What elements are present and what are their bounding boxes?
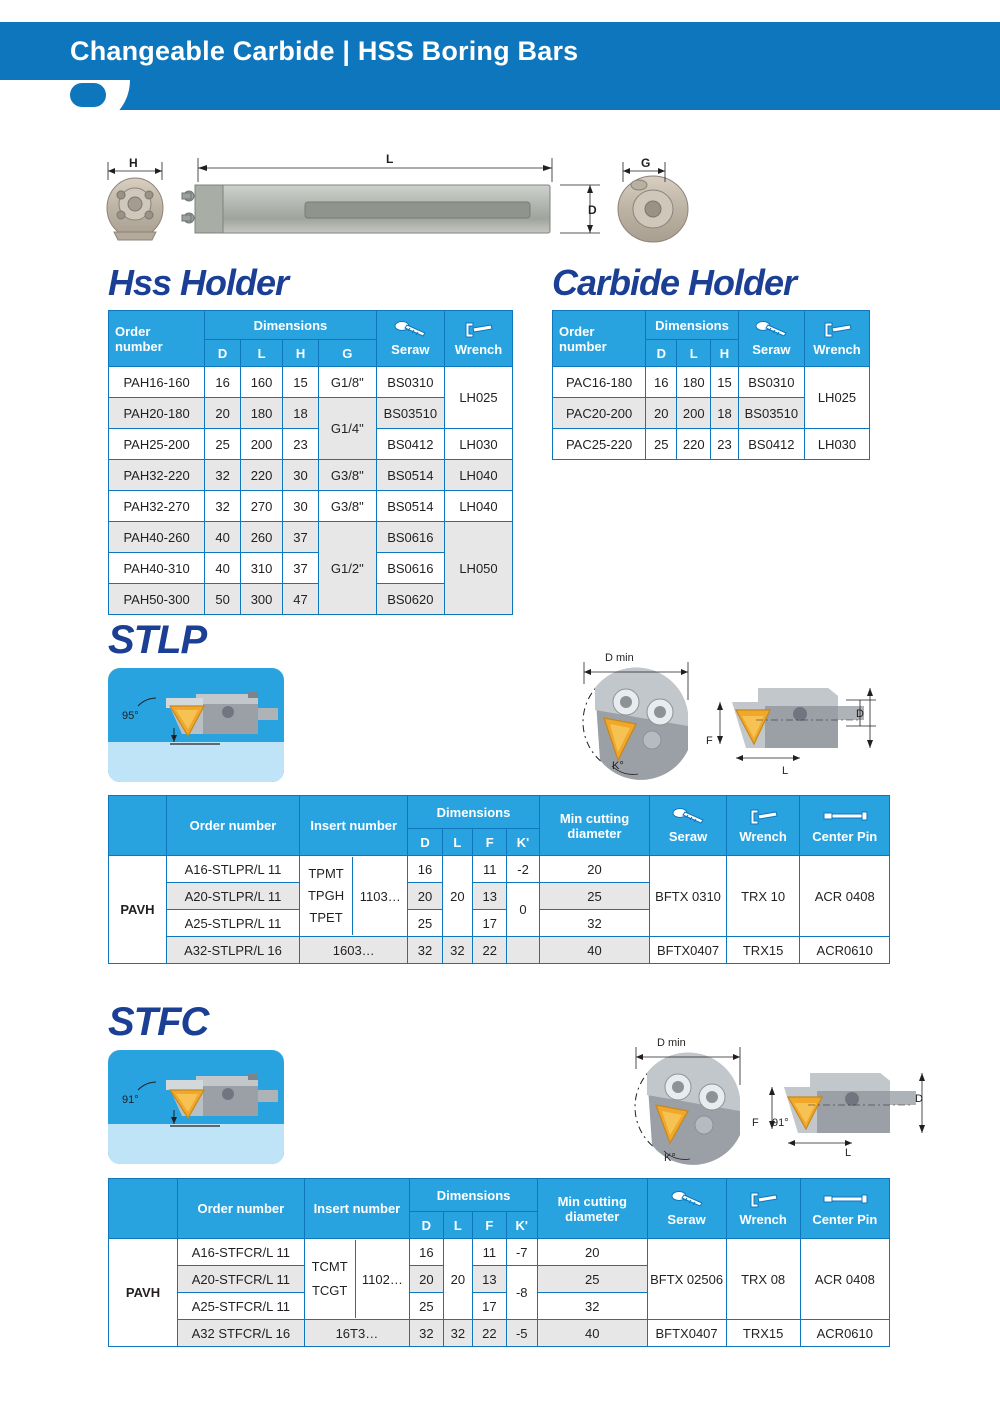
- hss-order: PAH50-300: [109, 584, 205, 615]
- stlp-col-l: L: [442, 829, 472, 856]
- carbide-seraw-label: Seraw: [752, 342, 791, 357]
- stlp-series-label: PAVH: [109, 856, 167, 964]
- stfc-col-l: L: [443, 1212, 473, 1239]
- hss-h: 47: [283, 584, 319, 615]
- table-row: [109, 1320, 890, 1347]
- hss-order: PAH40-260: [109, 522, 205, 553]
- stfc-min: 20: [537, 1239, 647, 1266]
- table-row: [109, 367, 513, 398]
- hss-l: 260: [241, 522, 283, 553]
- carbide-d: 16: [646, 367, 677, 398]
- header-notch: [0, 80, 130, 128]
- carbide-wrench: LH030: [804, 429, 869, 460]
- hss-l: 200: [241, 429, 283, 460]
- carbide-col-l: L: [677, 340, 711, 367]
- stfc-seraw-last: BFTX0407: [647, 1320, 726, 1347]
- stfc-wrench: TRX 08: [726, 1239, 800, 1320]
- center-pin-icon: [801, 1190, 889, 1212]
- stfc-col-wrench: [726, 1179, 800, 1239]
- stfc-dim-l: L: [845, 1147, 852, 1159]
- wrench-icon: [805, 320, 869, 342]
- hss-d: 50: [205, 584, 241, 615]
- hss-d: 40: [205, 553, 241, 584]
- stlp-kp: -2: [507, 856, 539, 883]
- stlp-dim-d: D: [856, 708, 864, 720]
- stlp-col-series: [109, 796, 167, 856]
- carbide-col-wrench: [804, 311, 869, 367]
- table-row: [109, 1239, 890, 1266]
- screw-icon: [650, 807, 725, 829]
- hss-l: 160: [241, 367, 283, 398]
- hss-d: 20: [205, 398, 241, 429]
- hss-h: 30: [283, 460, 319, 491]
- stlp-wrench-last: TRX15: [726, 937, 800, 964]
- stfc-d: 32: [410, 1320, 443, 1347]
- hss-l: 220: [241, 460, 283, 491]
- stfc-col-centerpin: [800, 1179, 889, 1239]
- stfc-f: 22: [473, 1320, 506, 1347]
- stlp-col-insert: Insert number: [300, 796, 408, 856]
- stlp-d: 25: [408, 910, 442, 937]
- stfc-wrench-label: Wrench: [739, 1212, 787, 1227]
- stfc-f: 17: [473, 1293, 506, 1320]
- stfc-insert-code: 1102…: [361, 1271, 403, 1287]
- stlp-col-seraw: [650, 796, 726, 856]
- hss-col-l: L: [241, 340, 283, 367]
- hss-seraw: BS0514: [376, 491, 444, 522]
- hss-seraw: BS0616: [376, 522, 444, 553]
- hss-order: PAH25-200: [109, 429, 205, 460]
- stlp-d: 20: [408, 883, 442, 910]
- stlp-insert-types: [300, 856, 408, 937]
- stlp-f: 13: [473, 883, 507, 910]
- hss-l: 270: [241, 491, 283, 522]
- hss-col-dimensions: Dimensions: [205, 311, 377, 340]
- hss-d: 32: [205, 460, 241, 491]
- stlp-order: A32-STLPR/L 16: [166, 937, 299, 964]
- stlp-kp: 0: [507, 883, 539, 937]
- wrench-icon: [445, 320, 512, 342]
- stlp-insert-code-2: 1603…: [300, 937, 408, 964]
- wrench-icon: [727, 807, 800, 829]
- hss-wrench: LH030: [444, 429, 512, 460]
- hss-col-d: D: [205, 340, 241, 367]
- hss-h: 30: [283, 491, 319, 522]
- carbide-l: 200: [677, 398, 711, 429]
- stfc-col-insert: [304, 1179, 410, 1239]
- stfc-insert-1: TCGT: [311, 1283, 348, 1298]
- stlp-order: A20-STLPR/L 11: [166, 883, 299, 910]
- hss-h: 23: [283, 429, 319, 460]
- stlp-d: 16: [408, 856, 442, 883]
- stlp-wrench: TRX 10: [726, 856, 800, 937]
- stfc-wrench-last: TRX15: [726, 1320, 800, 1347]
- stfc-col-dimensions: Dimensions: [410, 1179, 538, 1212]
- hss-col-wrench: [444, 311, 512, 367]
- stlp-min: 25: [539, 883, 650, 910]
- hss-col-g: G: [318, 340, 376, 367]
- carbide-wrench-label: Wrench: [813, 342, 861, 357]
- stfc-insert-0: TCMT: [311, 1259, 348, 1274]
- carbide-seraw: BS0310: [738, 367, 804, 398]
- stlp-wrench-label: Wrench: [739, 829, 787, 844]
- stfc-insert-header-label: Insert number: [313, 1201, 401, 1216]
- stlp-thumbnail: [108, 668, 284, 782]
- stfc-col-d: D: [410, 1212, 443, 1239]
- screw-icon: [739, 320, 804, 342]
- stlp-col-wrench: [726, 796, 800, 856]
- table-row: [553, 367, 870, 398]
- stfc-insert-types: [304, 1239, 410, 1320]
- stfc-dim-d: D: [915, 1093, 923, 1105]
- stfc-order: A16-STFCR/L 11: [178, 1239, 305, 1266]
- carbide-col-h: H: [711, 340, 739, 367]
- carbide-col-seraw: [738, 311, 804, 367]
- stfc-col-kp: K': [506, 1212, 537, 1239]
- stfc-table: [108, 1178, 890, 1347]
- table-row: [109, 937, 890, 964]
- stfc-d: 20: [410, 1266, 443, 1293]
- dim-label-l: L: [386, 152, 394, 166]
- stlp-insert-2: TPET: [309, 910, 343, 925]
- hss-order: PAH16-160: [109, 367, 205, 398]
- carbide-seraw: BS03510: [738, 398, 804, 429]
- stlp-dim-f: F: [706, 735, 713, 747]
- dim-label-h: H: [129, 156, 138, 170]
- stlp-dim-k: K°: [612, 760, 624, 772]
- carbide-h: 23: [711, 429, 739, 460]
- hss-col-h: H: [283, 340, 319, 367]
- hss-g: G1/2": [318, 522, 376, 615]
- hss-seraw-label: Seraw: [391, 342, 430, 357]
- table-row: [109, 522, 513, 553]
- stlp-kp: [507, 937, 539, 964]
- stlp-l: 32: [442, 937, 472, 964]
- carbide-seraw: BS0412: [738, 429, 804, 460]
- page-header: [0, 0, 1000, 110]
- stlp-f: 11: [473, 856, 507, 883]
- stlp-insert-0: TPMT: [308, 866, 344, 881]
- stfc-min: 25: [537, 1266, 647, 1293]
- stlp-col-f: F: [473, 829, 507, 856]
- hss-g: G1/4": [318, 398, 376, 460]
- hss-g: G1/8": [318, 367, 376, 398]
- stfc-d: 16: [410, 1239, 443, 1266]
- stfc-dim-k: K°: [664, 1152, 676, 1164]
- hss-l: 310: [241, 553, 283, 584]
- table-row: [109, 460, 513, 491]
- carbide-h: 15: [711, 367, 739, 398]
- wrench-icon: [727, 1190, 800, 1212]
- stfc-col-seraw: [647, 1179, 726, 1239]
- stfc-col-order: Order number: [178, 1179, 305, 1239]
- stfc-col-mincut: Min cutting diameter: [537, 1179, 647, 1239]
- hss-holder-table: [108, 310, 513, 615]
- table-row: [553, 429, 870, 460]
- hss-d: 25: [205, 429, 241, 460]
- carbide-l: 220: [677, 429, 711, 460]
- hss-wrench: LH040: [444, 491, 512, 522]
- hss-seraw: BS0616: [376, 553, 444, 584]
- stlp-col-mincut: Min cutting diameter: [539, 796, 650, 856]
- hss-h: 15: [283, 367, 319, 398]
- hss-g: G3/8": [318, 460, 376, 491]
- stfc-l: 32: [443, 1320, 473, 1347]
- stfc-order: A20-STFCR/L 11: [178, 1266, 305, 1293]
- stfc-centerpin: ACR 0408: [800, 1239, 889, 1320]
- hss-d: 32: [205, 491, 241, 522]
- dim-label-g: G: [641, 156, 651, 170]
- table-row: [109, 491, 513, 522]
- stlp-seraw: BFTX 0310: [650, 856, 726, 937]
- page-title: Changeable Carbide | HSS Boring Bars: [70, 36, 579, 66]
- stfc-min: 40: [537, 1320, 647, 1347]
- hss-wrench: LH050: [444, 522, 512, 615]
- header-band-lower: [0, 80, 1000, 110]
- top-product-drawing: [90, 140, 710, 255]
- carbide-wrench: LH025: [804, 367, 869, 429]
- carbide-section-title: Carbide Holder: [552, 262, 797, 303]
- carbide-holder-table: [552, 310, 870, 460]
- hss-l: 180: [241, 398, 283, 429]
- stfc-thumbnail: [108, 1050, 284, 1164]
- hss-wrench: LH040: [444, 460, 512, 491]
- stfc-col-f: F: [473, 1212, 506, 1239]
- hss-order: PAH20-180: [109, 398, 205, 429]
- stlp-f: 22: [473, 937, 507, 964]
- carbide-h: 18: [711, 398, 739, 429]
- stfc-min: 32: [537, 1293, 647, 1320]
- center-pin-icon: [800, 807, 889, 829]
- carbide-d: 20: [646, 398, 677, 429]
- stfc-insert-code-2: 16T3…: [304, 1320, 410, 1347]
- hss-order: PAH32-220: [109, 460, 205, 491]
- stfc-seraw-label: Seraw: [667, 1212, 706, 1227]
- carbide-order: PAC25-220: [553, 429, 646, 460]
- stlp-min: 32: [539, 910, 650, 937]
- carbide-col-dimensions: Dimensions: [646, 311, 739, 340]
- stfc-dim-dmin: D min: [657, 1037, 686, 1049]
- stfc-kp: -8: [506, 1266, 537, 1320]
- stlp-seraw-last: BFTX0407: [650, 937, 726, 964]
- carbide-d: 25: [646, 429, 677, 460]
- hss-h: 37: [283, 553, 319, 584]
- hss-g: G3/8": [318, 491, 376, 522]
- stfc-seraw: BFTX 02506: [647, 1239, 726, 1320]
- stfc-order: A32 STFCR/L 16: [178, 1320, 305, 1347]
- stfc-order: A25-STFCR/L 11: [178, 1293, 305, 1320]
- hss-wrench-label: Wrench: [454, 342, 503, 357]
- stlp-angle-label: 95°: [122, 710, 139, 722]
- dim-label-d: D: [588, 203, 597, 217]
- stlp-order: A25-STLPR/L 11: [166, 910, 299, 937]
- hss-h: 37: [283, 522, 319, 553]
- stlp-col-centerpin: [800, 796, 890, 856]
- hss-seraw: BS03510: [376, 398, 444, 429]
- stlp-insert-code: 1103…: [359, 888, 401, 904]
- hss-order: PAH40-310: [109, 553, 205, 584]
- stfc-f: 13: [473, 1266, 506, 1293]
- stlp-section-title: STLP: [108, 618, 207, 662]
- carbide-order: PAC16-180: [553, 367, 646, 398]
- stlp-table: [108, 795, 890, 964]
- stlp-centerpin-last: ACR0610: [800, 937, 890, 964]
- hss-d: 40: [205, 522, 241, 553]
- stlp-f: 17: [473, 910, 507, 937]
- stlp-min: 20: [539, 856, 650, 883]
- hss-seraw: BS0514: [376, 460, 444, 491]
- stlp-centerpin-label: Center Pin: [812, 829, 878, 844]
- screw-icon: [648, 1190, 726, 1212]
- stlp-col-order: Order number: [166, 796, 299, 856]
- carbide-order: PAC20-200: [553, 398, 646, 429]
- hss-order: PAH32-270: [109, 491, 205, 522]
- hss-seraw: BS0310: [376, 367, 444, 398]
- stfc-dim-f: F: [752, 1117, 759, 1129]
- carbide-col-order: Order number: [553, 311, 646, 367]
- hss-h: 18: [283, 398, 319, 429]
- stlp-min: 40: [539, 937, 650, 964]
- stlp-col-d: D: [408, 829, 442, 856]
- hss-seraw: BS0412: [376, 429, 444, 460]
- hss-col-order: Order number: [109, 311, 205, 367]
- stfc-l: 20: [443, 1239, 473, 1320]
- stlp-dim-dmin: D min: [605, 652, 634, 664]
- stfc-dim-angle: 91°: [772, 1117, 789, 1129]
- hss-section-title: Hss Holder: [108, 262, 289, 303]
- stlp-centerpin: ACR 0408: [800, 856, 890, 937]
- hss-seraw: BS0620: [376, 584, 444, 615]
- stfc-section-title: STFC: [108, 1000, 209, 1044]
- stlp-seraw-label: Seraw: [668, 829, 708, 844]
- stlp-col-kp: K': [507, 829, 539, 856]
- hss-d: 16: [205, 367, 241, 398]
- table-row: [109, 429, 513, 460]
- stfc-centerpin-label: Center Pin: [812, 1212, 878, 1227]
- stfc-series-label: PAVH: [109, 1239, 178, 1347]
- stfc-kp: -5: [506, 1320, 537, 1347]
- stfc-f: 11: [473, 1239, 506, 1266]
- hss-col-seraw: [376, 311, 444, 367]
- stfc-col-series: [109, 1179, 178, 1239]
- stfc-centerpin-last: ACR0610: [800, 1320, 889, 1347]
- stfc-kp: -7: [506, 1239, 537, 1266]
- stlp-d: 32: [408, 937, 442, 964]
- stlp-col-dimensions: Dimensions: [408, 796, 539, 829]
- stlp-order: A16-STLPR/L 11: [166, 856, 299, 883]
- carbide-col-d: D: [646, 340, 677, 367]
- stfc-angle-label: 91°: [122, 1094, 139, 1106]
- carbide-l: 180: [677, 367, 711, 398]
- stlp-l: 20: [442, 856, 472, 937]
- stlp-insert-1: TPGH: [307, 888, 345, 903]
- header-dot: [70, 83, 106, 107]
- stlp-dim-l: L: [782, 765, 789, 777]
- stfc-d: 25: [410, 1293, 443, 1320]
- table-row: [109, 856, 890, 883]
- screw-icon: [377, 320, 444, 342]
- hss-l: 300: [241, 584, 283, 615]
- hss-wrench: LH025: [444, 367, 512, 429]
